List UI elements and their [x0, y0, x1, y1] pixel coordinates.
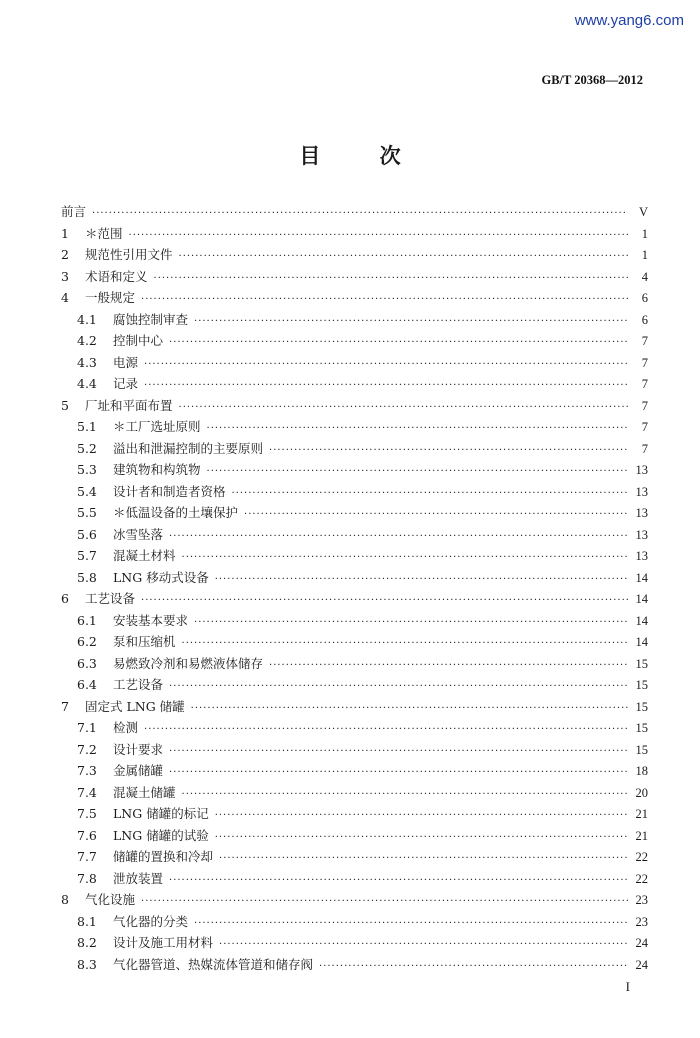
- toc-entry-number: 1: [61, 225, 69, 241]
- dot-leader: [182, 784, 628, 806]
- toc-entry-number: 5.2: [77, 440, 97, 456]
- toc-entry-number: 8.3: [77, 956, 97, 972]
- toc-entry-title: 一般规定: [85, 290, 136, 305]
- toc-entry-page: 20: [635, 785, 648, 800]
- toc-entry[interactable]: [58, 244, 648, 266]
- toc-entry[interactable]: [58, 502, 648, 524]
- toc-entry[interactable]: [58, 459, 648, 481]
- dot-leader: [141, 891, 628, 913]
- toc-entry-title: 安装基本要求: [113, 612, 189, 628]
- dot-leader: [194, 913, 628, 935]
- toc-entry-page: 14: [635, 570, 648, 585]
- toc-entry-title: 设计要求: [113, 741, 164, 757]
- dot-leader: [269, 440, 628, 462]
- toc-entry[interactable]: [58, 954, 648, 976]
- toc-entry-title: 溢出和泄漏控制的主要原则: [113, 440, 264, 456]
- toc-entry[interactable]: [58, 330, 648, 352]
- toc-entry[interactable]: [58, 868, 648, 890]
- toc-entry-number: 5.7: [77, 548, 97, 563]
- toc-entry-title: 记录: [113, 376, 139, 391]
- toc-entry-title: 设计者和制造者资格: [113, 483, 226, 499]
- toc-entry[interactable]: [58, 889, 648, 911]
- dot-leader: [182, 633, 628, 655]
- toc-entry-page: 7: [641, 441, 648, 456]
- toc-entry-number: 7.5: [77, 806, 97, 821]
- dot-leader: [319, 956, 628, 978]
- toc-entry-number: 5.5: [77, 505, 97, 520]
- toc-entry-title: 气化设施: [85, 892, 136, 907]
- toc-entry-title: 气化器的分类: [113, 913, 189, 929]
- toc-entry-page: 13: [635, 549, 648, 563]
- toc-entry-page: 15: [635, 656, 648, 671]
- dot-leader: [232, 483, 628, 505]
- toc-entry-page: 6: [641, 312, 648, 327]
- dot-leader: [191, 698, 628, 720]
- toc-entry-title: 泵和压缩机: [113, 634, 176, 649]
- toc-entry-number: 5: [61, 397, 69, 413]
- toc-entry[interactable]: [58, 825, 648, 847]
- toc-entry-page: 15: [635, 721, 648, 735]
- toc-entry-title: 电源: [113, 354, 139, 370]
- dot-leader: [169, 741, 628, 763]
- toc-entry[interactable]: [58, 588, 648, 610]
- toc-entry-page: 7: [641, 355, 648, 370]
- dot-leader: [244, 504, 628, 526]
- toc-entry-number: 4: [61, 290, 69, 305]
- toc-entry-title: LNG 储罐的标记: [113, 806, 209, 821]
- toc-entry[interactable]: [58, 373, 648, 395]
- toc-entry-title: LNG 移动式设备: [113, 569, 209, 585]
- dot-leader: [169, 870, 628, 892]
- toc-entry[interactable]: [58, 201, 648, 223]
- toc-entry[interactable]: [58, 803, 648, 825]
- toc-entry-page: 14: [635, 592, 648, 606]
- toc-entry-page: 23: [635, 914, 648, 929]
- toc-entry-page: 7: [641, 334, 648, 348]
- dot-leader: [269, 655, 628, 677]
- toc-entry[interactable]: [58, 438, 648, 460]
- toc-entry-title: ＊低温设备的土壤保护: [113, 505, 239, 520]
- dot-leader: [144, 354, 628, 376]
- toc-entry-number: 6.3: [77, 655, 97, 671]
- toc-entry[interactable]: [58, 567, 648, 589]
- toc-entry-page: 4: [641, 269, 648, 284]
- toc-entry-page: 13: [635, 527, 648, 542]
- dot-leader: [215, 569, 628, 591]
- toc-entry[interactable]: [58, 545, 648, 567]
- toc-entry-title: 工艺设备: [85, 591, 136, 606]
- toc-entry[interactable]: [58, 352, 648, 374]
- dot-leader: [169, 526, 628, 548]
- toc-entry[interactable]: [58, 309, 648, 331]
- dot-leader: [207, 418, 628, 440]
- toc-entry-page: 22: [635, 850, 648, 864]
- toc-entry-page: 1: [641, 248, 648, 262]
- toc-entry-page: 15: [635, 742, 648, 757]
- toc-entry-number: 8: [61, 892, 69, 907]
- toc-entry-title: 金属储罐: [113, 763, 164, 778]
- toc-entry[interactable]: [58, 266, 648, 288]
- toc-entry-number: 4.2: [77, 333, 97, 348]
- toc-entry[interactable]: [58, 696, 648, 718]
- toc-entry[interactable]: [58, 524, 648, 546]
- toc-entry-number: 2: [61, 247, 69, 262]
- toc-entry-title: 检测: [113, 720, 139, 735]
- toc-entry-title: 控制中心: [113, 333, 164, 348]
- dot-leader: [194, 311, 628, 333]
- toc-entry-title: 设计及施工用材料: [113, 935, 214, 950]
- toc-entry-title: 术语和定义: [85, 268, 148, 284]
- toc-entry-number: 4.1: [77, 311, 97, 327]
- dot-leader: [129, 225, 628, 247]
- toc-entry[interactable]: [58, 739, 648, 761]
- toc-entry-title: 冰雪坠落: [113, 526, 164, 542]
- dot-leader: [144, 375, 628, 397]
- toc-entry[interactable]: [58, 846, 648, 868]
- toc-entry-title: ＊范围: [85, 225, 123, 241]
- dot-leader: [219, 848, 628, 870]
- toc-entry-number: 6.1: [77, 612, 97, 628]
- toc-entry-page: V: [638, 205, 648, 219]
- toc-entry-number: 3: [61, 268, 69, 284]
- standard-number: GB/T 20368—2012: [541, 73, 643, 87]
- toc-entry-page: 14: [635, 635, 648, 649]
- toc-entry-page: 7: [641, 420, 648, 434]
- toc-entry-number: 7.4: [77, 784, 97, 800]
- toc-entry-page: 13: [635, 463, 648, 477]
- page-number: I: [625, 979, 630, 994]
- toc-entry-page: 24: [635, 957, 648, 972]
- dot-leader: [215, 805, 628, 827]
- toc-entry[interactable]: [58, 760, 648, 782]
- toc-entry-number: 8.1: [77, 913, 97, 929]
- dot-leader: [207, 461, 628, 483]
- dot-leader: [182, 547, 628, 569]
- toc-entry[interactable]: [58, 223, 648, 245]
- toc-entry-number: 5.3: [77, 462, 97, 477]
- toc-entry-page: 1: [641, 226, 648, 241]
- toc-entry[interactable]: [58, 911, 648, 933]
- toc-entry-number: 4.4: [77, 376, 97, 391]
- dot-leader: [141, 289, 628, 311]
- toc-entry-title: 易燃致冷剂和易燃液体储存: [113, 655, 264, 671]
- dot-leader: [179, 246, 628, 268]
- dot-leader: [144, 719, 628, 741]
- toc-entry-page: 7: [641, 377, 648, 391]
- dot-leader: [169, 762, 628, 784]
- toc-entry-page: 7: [641, 398, 648, 413]
- toc-entry-number: 5.6: [77, 526, 97, 542]
- toc-entry-page: 24: [635, 936, 648, 950]
- toc-entry-number: 5.4: [77, 483, 97, 499]
- toc-entry-page: 23: [635, 893, 648, 907]
- toc-entry-page: 21: [635, 828, 648, 843]
- toc-entry-page: 6: [641, 291, 648, 305]
- toc-entry-title: 建筑物和构筑物: [113, 462, 201, 477]
- toc-entry-title: 气化器管道、热媒流体管道和储存阀: [113, 956, 314, 972]
- toc-entry-page: 14: [635, 613, 648, 628]
- toc-entry-page: 13: [635, 506, 648, 520]
- toc-entry-number: 7.7: [77, 849, 97, 864]
- toc-entry-title: 厂址和平面布置: [85, 397, 173, 413]
- toc-entry-number: 7.1: [77, 720, 97, 735]
- toc-entry[interactable]: [58, 610, 648, 632]
- toc-entry-number: 7.3: [77, 763, 97, 778]
- toc-entry[interactable]: [58, 653, 648, 675]
- dot-leader: [169, 332, 628, 354]
- toc-entry[interactable]: [58, 481, 648, 503]
- toc-entry-number: 4.3: [77, 354, 97, 370]
- toc-entry-title: 前言: [61, 204, 87, 219]
- dot-leader: [169, 676, 628, 698]
- toc-entry-page: 15: [635, 678, 648, 692]
- toc-entry-title: 工艺设备: [113, 677, 164, 692]
- dot-leader: [141, 590, 628, 612]
- toc-entry-title: LNG 储罐的试验: [113, 827, 209, 843]
- toc-entry-number: 7: [61, 698, 69, 714]
- toc-entry-title: 固定式 LNG 储罐: [85, 698, 185, 714]
- toc-entry[interactable]: [58, 416, 648, 438]
- toc-entry-number: 7.6: [77, 827, 97, 843]
- toc-entry-page: 22: [635, 871, 648, 886]
- toc-entry[interactable]: [58, 932, 648, 954]
- toc-entry-title: 混凝土材料: [113, 548, 176, 563]
- toc-entry[interactable]: [58, 674, 648, 696]
- toc-entry[interactable]: [58, 287, 648, 309]
- dot-leader: [179, 397, 628, 419]
- toc-entry[interactable]: [58, 631, 648, 653]
- watermark-url: www.yang6.com: [574, 12, 684, 29]
- toc-entry-title: 腐蚀控制审查: [113, 311, 189, 327]
- page-title: 目 次: [299, 144, 427, 168]
- toc-entry-title: 储罐的置换和冷却: [113, 849, 214, 864]
- toc-entry[interactable]: [58, 717, 648, 739]
- table-of-contents: [58, 201, 648, 975]
- toc-entry-number: 7.2: [77, 741, 97, 757]
- toc-entry-page: 21: [635, 807, 648, 821]
- toc-entry-title: 泄放装置: [113, 870, 164, 886]
- dot-leader: [215, 827, 628, 849]
- toc-entry-title: ＊工厂选址原则: [113, 419, 201, 434]
- toc-entry-page: 13: [635, 484, 648, 499]
- toc-entry-title: 规范性引用文件: [85, 247, 173, 262]
- dot-leader: [194, 612, 628, 634]
- dot-leader: [154, 268, 628, 290]
- toc-entry-number: 5.1: [77, 419, 97, 434]
- toc-entry-number: 6.4: [77, 677, 97, 692]
- toc-entry-number: 8.2: [77, 935, 97, 950]
- toc-entry[interactable]: [58, 395, 648, 417]
- toc-entry[interactable]: [58, 782, 648, 804]
- toc-entry-number: 6: [61, 591, 69, 606]
- toc-entry-number: 6.2: [77, 634, 97, 649]
- toc-entry-title: 混凝土储罐: [113, 784, 176, 800]
- toc-entry-number: 7.8: [77, 870, 97, 886]
- dot-leader: [219, 934, 628, 956]
- toc-entry-number: 5.8: [77, 569, 97, 585]
- toc-entry-page: 18: [635, 764, 648, 778]
- toc-entry-page: 15: [635, 699, 648, 714]
- dot-leader: [92, 203, 628, 225]
